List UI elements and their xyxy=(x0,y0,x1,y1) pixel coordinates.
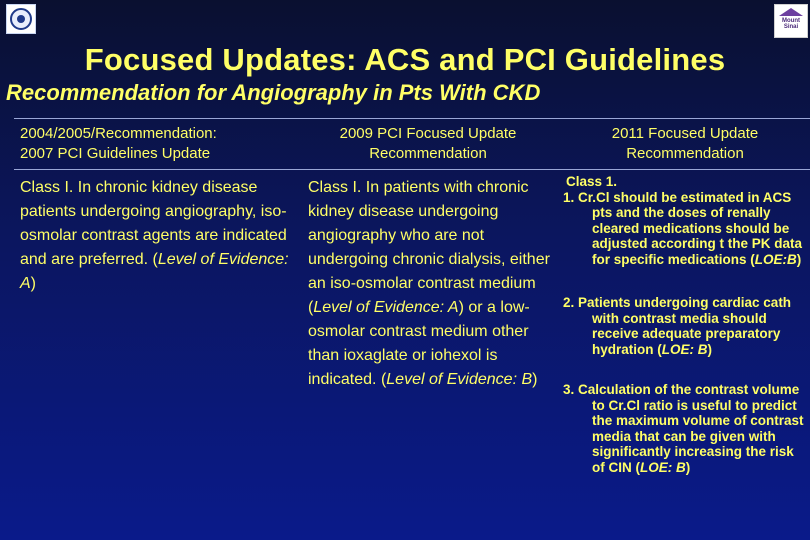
right-logo-text: Mount Sinai xyxy=(782,18,800,30)
col3-item-2 xyxy=(563,295,808,357)
slide-title: Focused Updates: ACS and PCI Guidelines xyxy=(84,42,726,77)
col1-close: ) xyxy=(30,275,36,292)
left-logo xyxy=(6,4,36,34)
col2-header-line1: 2009 PCI Focused Update xyxy=(339,125,517,142)
seal-logo-icon xyxy=(10,8,32,30)
col3-item-2-loe: LOE: B xyxy=(661,341,708,357)
col3-item-2-text: 2. Patients undergoing cardiac cath with contrast media should receive adequate preparatory hydration ( xyxy=(563,295,792,357)
col2-text: Class I. In patients with chronic kidney disease undergoing angiography who are not undergoing chronic dialysis, either an iso-osmolar contrast medium ( xyxy=(308,179,550,316)
col3-item-1-text: 1. Cr.Cl should be estimated in ACS pts and the doses of renally cleared medications should be adjusted according t the PK data for specific medications ( xyxy=(563,189,803,267)
col3-item-2-close: ) xyxy=(707,341,712,357)
col2-close: ) xyxy=(532,371,538,388)
col1-header xyxy=(20,124,290,164)
top-divider xyxy=(14,118,810,119)
col3-class-label: Class 1. xyxy=(566,174,618,189)
col2-loe1: Level of Evidence: A xyxy=(313,299,459,316)
col3-item-1 xyxy=(563,190,808,268)
right-logo xyxy=(774,4,808,38)
col1-loe: Level of Evidence: A xyxy=(20,251,289,292)
col3-recommendation xyxy=(563,174,808,475)
col2-loe2: Level of Evidence: B xyxy=(386,371,533,388)
col2-recommendation xyxy=(308,176,563,392)
col1-header-line1: 2004/2005/Recommendation: xyxy=(20,125,217,142)
col3-item-3 xyxy=(563,382,808,475)
col2-mid: ) or a low-osmolar contrast medium other than ioxaglate or iohexol is indicated. ( xyxy=(308,299,530,388)
col3-item-3-loe: LOE: B xyxy=(640,459,686,475)
col3-header xyxy=(562,124,808,164)
slide-subtitle: Recommendation for Angiography in Pts With CKD xyxy=(6,80,541,105)
col1-header-line2: 2007 PCI Guidelines Update xyxy=(20,145,211,162)
mount-sinai-logo-icon xyxy=(779,8,803,16)
header-divider xyxy=(14,169,810,170)
col1-recommendation xyxy=(20,176,290,296)
col3-item-1-loe: LOE:B xyxy=(754,251,797,267)
col3-item-3-text: 3. Calculation of the contrast volume to Cr.Cl ratio is useful to predict the maximum volume of contrast media that can be given with significantly increasing the risk of CIN ( xyxy=(563,382,804,475)
col2-header xyxy=(296,124,560,164)
col3-item-3-close: ) xyxy=(685,459,691,475)
col2-header-line2: Recommendation xyxy=(369,145,487,162)
col1-text: Class I. In chronic kidney disease patients undergoing angiography, iso-osmolar contrast agents are indicated and are preferred. ( xyxy=(20,179,287,268)
col3-header-line1: 2011 Focused Update xyxy=(611,125,759,142)
col3-item-1-close: ) xyxy=(796,251,802,267)
col3-header-line2: Recommendation xyxy=(626,145,744,162)
